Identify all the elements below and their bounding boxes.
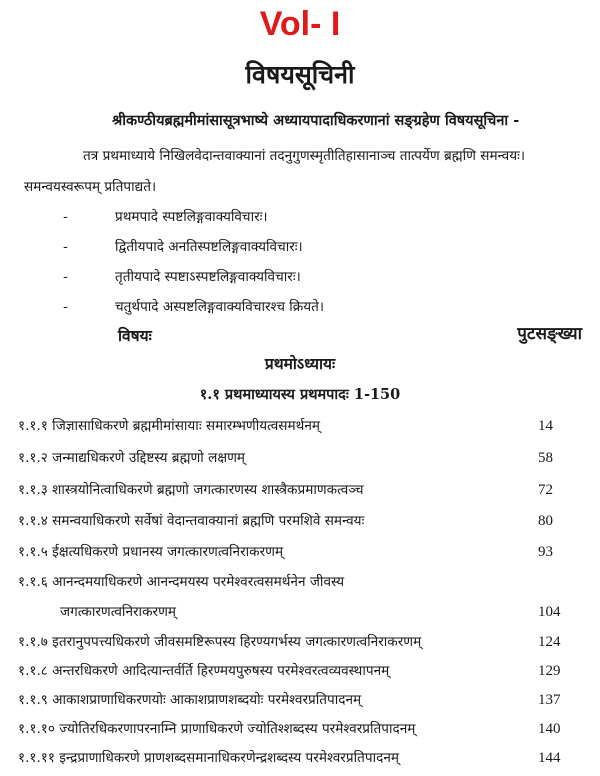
- entry-page: 140: [538, 721, 561, 737]
- intro-line-2: समन्वयस्वरूपम् प्रतिपाद्यते।: [24, 179, 157, 195]
- entry-text: जगत्कारणत्वनिराकरणम्: [60, 604, 177, 620]
- pada-dash: -: [63, 269, 68, 285]
- entry-text: १.१.४ समन्वयाधिकरणे सर्वेषां वेदान्तवाक्यानां ब्रह्मणि परमशिवे समन्वयः: [18, 513, 365, 529]
- column-header-page: पुटसङ्ख्या: [517, 324, 582, 344]
- intro-line-1: तत्र प्रथमाध्याये निखिलवेदान्तवाक्यानां तदनुगुणस्मृतीतिहासानाञ्च तात्पर्येण ब्रह्मणि समन्वयः।: [83, 148, 526, 164]
- entry-page: 14: [538, 418, 553, 434]
- entry-page: 58: [538, 450, 553, 466]
- pada-text: द्वितीयपादे अनतिस्पष्टलिङ्गवाक्यविचारः।: [115, 239, 303, 255]
- entry-text: १.१.९ आकाशप्राणाधिकरणयोः आकाशप्राणशब्दयोः परमेश्वरप्रतिपादनम्: [18, 692, 362, 708]
- entry-page: 144: [538, 750, 561, 766]
- pada-dash: -: [63, 299, 68, 315]
- pada-text: तृतीयपादे स्पष्टाऽस्पष्टलिङ्गवाक्यविचारः।: [115, 269, 301, 285]
- entry-text: १.१.११ इन्द्रप्राणाधिकरणे प्राणशब्दसमानाधिकरणेन्द्रशब्दस्य परमेश्वरप्रतिपादनम्: [18, 750, 399, 766]
- entry-page: 129: [538, 663, 561, 679]
- subtitle: श्रीकण्ठीयब्रह्ममीमांसासूत्रभाष्ये अध्यायपादाधिकरणानां सङ्ग्रहेण विषयसूचिना -: [112, 113, 520, 129]
- entry-text: १.१.३ शास्त्रयोनित्वाधिकरणे ब्रह्मणो जगत्कारणस्य शास्त्रैकप्रमाणकत्वञ्च: [18, 482, 364, 498]
- volume-label: Vol- I: [259, 5, 341, 43]
- pada-text: चतुर्थपादे अस्पष्टलिङ्गवाक्यविचारश्च क्रियते।: [115, 299, 325, 315]
- entry-text: १.१.६ आनन्दमयाधिकरणे आनन्दमयस्य परमेश्वरत्वसमर्थनेन जीवस्य: [18, 574, 345, 590]
- pada-heading: १.१ प्रथमाध्यायस्य प्रथमपादः 1-150: [199, 386, 401, 403]
- entry-page: 72: [538, 482, 553, 498]
- pada-line: [63, 267, 301, 287]
- pada-dash: -: [63, 239, 68, 255]
- entry-page: 104: [538, 604, 561, 620]
- pada-line: [63, 297, 324, 317]
- entry-text: १.१.२ जन्माद्यधिकरणे उद्दिष्टस्य ब्रह्मणो लक्षणम्: [18, 450, 246, 466]
- pada-line: [63, 207, 268, 227]
- pada-line: [63, 237, 303, 257]
- entry-text: १.१.१० ज्योतिरधिकरणापरनाम्नि प्राणाधिकरणे ज्योतिश्शब्दस्य परमेश्वरप्रतिपादनम्: [18, 721, 416, 737]
- entry-text: १.१.८ अन्तरधिकरणे आदित्यान्तर्वर्ति हिरण्मयपुरुषस्य परमेश्वरत्वव्यवस्थापनम्: [18, 663, 390, 679]
- entry-page: 80: [538, 513, 553, 529]
- entry-page: 124: [538, 634, 561, 650]
- pada-text: प्रथमपादे स्पष्टलिङ्गवाक्यविचारः।: [115, 209, 268, 225]
- entry-text: १.१.७ इतरानुपपत्त्यधिकरणे जीवसमष्टिरूपस्य हिरण्यगर्भस्य जगत्कारणत्वनिराकरणम्: [18, 634, 422, 650]
- pada-dash: -: [63, 209, 68, 225]
- entry-text: १.१.१ जिज्ञासाधिकरणे ब्रह्ममीमांसायाः समारम्भणीयत्वसमर्थनम्: [18, 418, 320, 434]
- entry-page: 137: [538, 692, 561, 708]
- entry-page: 93: [538, 544, 553, 560]
- entry-text: १.१.५ ईक्षत्यधिकरणे प्रधानस्य जगत्कारणत्वनिराकरणम्: [18, 544, 284, 560]
- page-title: विषयसूचिनी: [245, 60, 355, 89]
- adhyaya-heading: प्रथमोऽध्यायः: [264, 355, 336, 373]
- column-header-subject: विषयः: [118, 327, 152, 345]
